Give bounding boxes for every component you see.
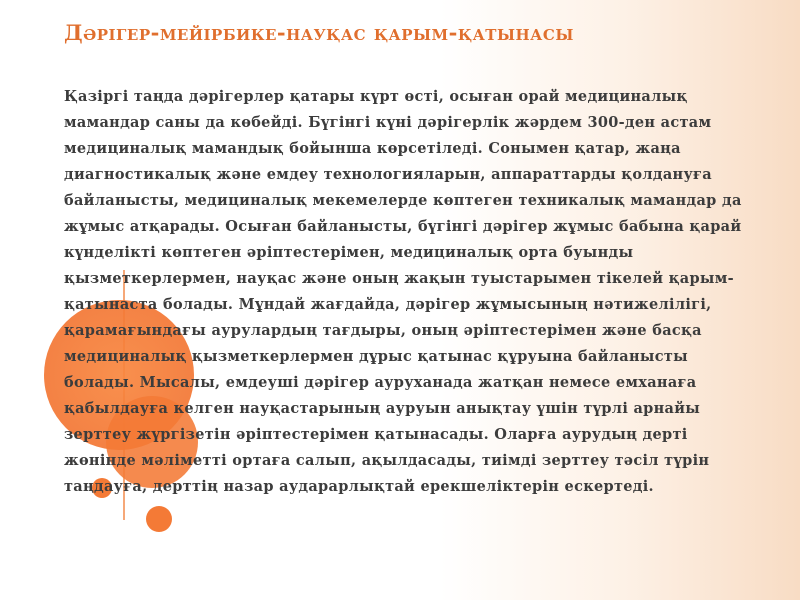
decorative-circle-tiny — [146, 506, 172, 532]
slide-title: Дәрігер-мейірбике-науқас қарым-қатынасы — [64, 20, 574, 45]
slide-body-text: Қазіргі таңда дәрігерлер қатары күрт өсті, осыған орай медициналық мамандар саны да көбейді. Бүгінгі күні дәрігерлік жәрдем 300-ден астам медициналық мамандық бойынша көрсетіледі. Сонымен қатар, жаңа диагностикалық және емдеу технологияларын, аппараттарды қолдануға байланысты, медициналық мекемелерде көптеген техникалық мамандар да жұмыс атқарады. Осыған байланысты, бүгінгі дәрігер жұмыс бабына қарай күнделікті көптеген әріптестерімен, медициналық орта буынды қызметкерлермен, науқас және оның жақын туыстарымен тікелей қарым- қатынаста болады. Мұндай жағдайда, дәрігер жұмысының нәтижелілігі, қарамағындағы аурулардың тағдыры, оның әріптестерімен және басқа медициналық қызметкерлермен дұрыс қатынас құруына байланысты болады. Мысалы, емдеуші дәрігер ауруханада жатқан немесе емханаға қабылдауға келген науқастарының ауруын анықтау үшін түрлі арнайы зерттеу жүргізетін әріптестерімен қатынасады. Оларға аурудың дерті жөнінде мәліметті ортаға салып, ақылдасады, тиімді зерттеу тәсіл түрін таңдауға, дерттің назар аударарлықтай ерекшеліктерін ескертеді. — [64, 88, 742, 495]
